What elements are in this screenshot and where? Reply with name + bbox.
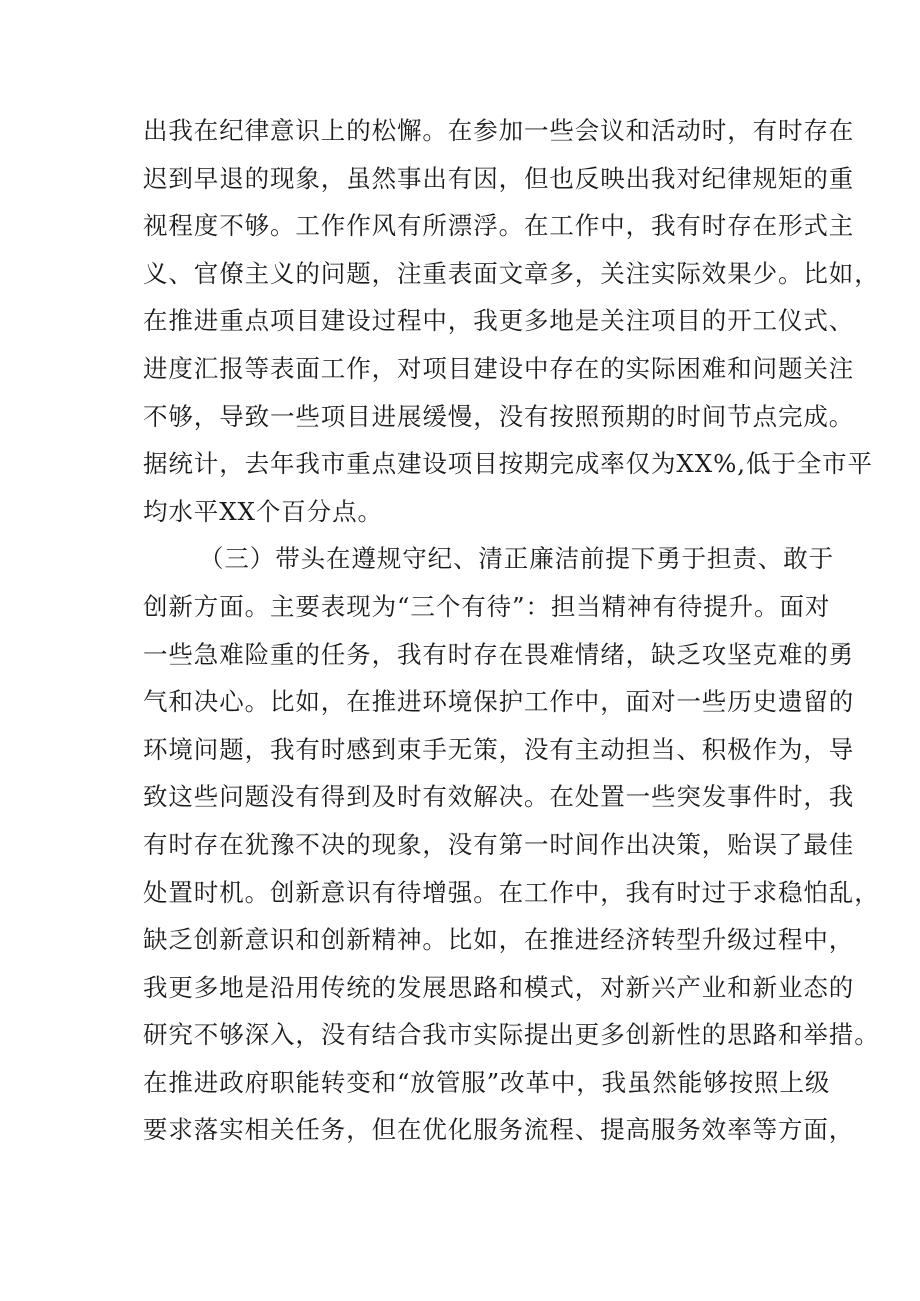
text-line: 据统计，去年我市重点建设项目按期完成率仅为XX%,低于全市平	[143, 449, 873, 479]
text-line: 处置时机。创新意识有待增强。在工作中，我有时过于求稳怕乱，	[143, 877, 880, 907]
text-line: 气和决心。比如，在推进环境保护工作中，面对一些历史遗留的	[143, 687, 855, 717]
text-line: 出我在纪律意识上的松懈。在参加一些会议和活动时，有时存在	[143, 116, 855, 145]
text-line: 我更多地是沿用传统的发展思路和模式，对新兴产业和新业态的	[143, 972, 855, 1002]
text-line: 有时存在犹豫不决的现象，没有第一时间作出决策，贻误了最佳	[143, 829, 855, 859]
text-line: 研究不够深入，没有结合我市实际提出更多创新性的思路和举措。	[143, 1020, 880, 1050]
text-line: 要求落实相关任务，但在优化服务流程、提高服务效率等方面，	[143, 1115, 855, 1145]
text-line: 在推进政府职能转变和“放管服”改革中，我虽然能够按照上级	[143, 1067, 831, 1097]
text-line: 迟到早退的现象，虽然事出有因，但也反映出我对纪律规矩的重	[143, 163, 855, 193]
text-line: 义、官僚主义的问题，注重表面文章多，关注实际效果少。比如，	[143, 258, 880, 288]
section-heading-line: （三）带头在遵规守纪、清正廉洁前提下勇于担责、敢于	[199, 544, 834, 574]
text-line: 缺乏创新意识和创新精神。比如，在推进经济转型升级过程中，	[143, 925, 855, 955]
text-line: 视程度不够。工作作风有所漂浮。在工作中，我有时存在形式主	[143, 211, 855, 241]
document-body	[143, 107, 880, 1154]
text-line: 不够，导致一些项目进展缓慢，没有按照预期的时间节点完成。	[143, 401, 855, 431]
text-line: 环境问题，我有时感到束手无策，没有主动担当、积极作为，导	[143, 734, 855, 764]
text-line: 进度汇报等表面工作，对项目建设中存在的实际困难和问题关注	[143, 353, 855, 383]
text-line: 均水平XX个百分点。	[143, 496, 383, 526]
text-line: 一些急难险重的任务，我有时存在畏难情绪，缺乏攻坚克难的勇	[143, 639, 855, 669]
text-line: 致这些问题没有得到及时有效解决。在处置一些突发事件时，我	[143, 782, 855, 812]
text-line: 在推进重点项目建设过程中，我更多地是关注项目的开工仪式、	[143, 306, 855, 336]
text-line: 创新方面。主要表现为“三个有待”：担当精神有待提升。面对	[143, 591, 831, 621]
